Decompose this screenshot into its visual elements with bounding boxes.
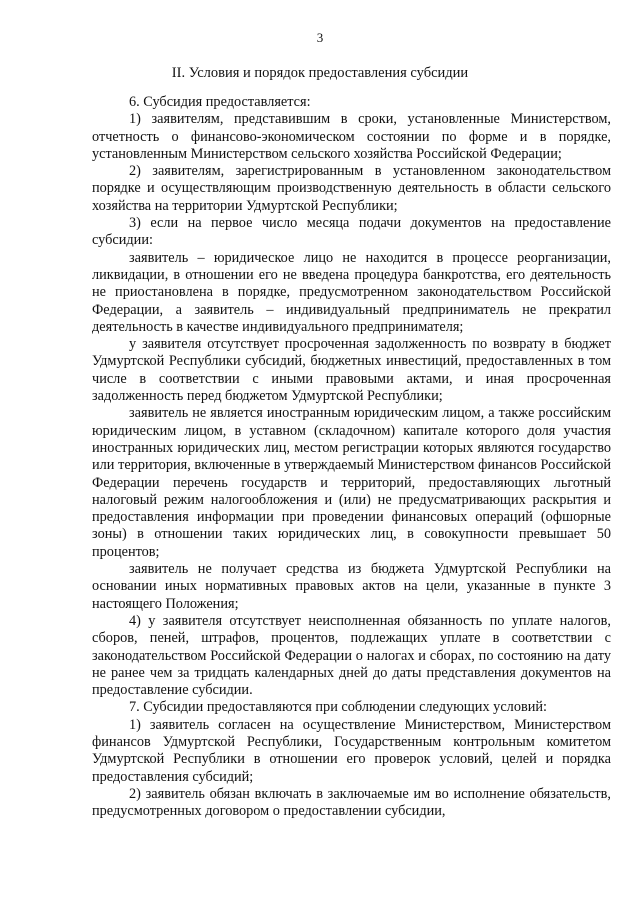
paragraph: заявитель не является иностранным юридическим лицом, а также российским юридическим лицом, в уставном (складочном) капитале которого доля участия иностранных юридических лиц, местом регистрации которых являются государство или территория, включенные в утверждаемый Министерством финансов Российской Федерации перечень государств и территорий, предоставляющих льготный налоговый режим налогообложения и (или) не предусматривающих раскрытия и предоставления информации при проведении финансовых операций (офшорные зоны) в отношении таких юридических лиц, в совокупности превышает 50 процентов;	[92, 405, 611, 560]
paragraph: 1) заявитель согласен на осуществление Министерством, Министерством финансов Удмуртской Республики, Государственным контрольным комитетом Удмуртской Республики в отношении его проверок условий, целей и порядка предоставления субсидий;	[92, 716, 611, 785]
paragraph: 2) заявителям, зарегистрированным в установленном законодательством порядке и осуществляющим производственную деятельность в области сельского хозяйства на территории Удмуртской Республики;	[92, 163, 611, 214]
paragraph: 4) у заявителя отсутствует неисполненная обязанность по уплате налогов, сборов, пеней, штрафов, процентов, подлежащих уплате в соответствии с законодательством Российской Федерации о налогах и сборах, по состоянию на дату не ранее чем за тридцать календарных дней до даты представления документов на предоставление субсидии.	[92, 612, 611, 699]
paragraph: заявитель – юридическое лицо не находится в процессе реорганизации, ликвидации, в отношении его не введена процедура банкротства, его деятельность не приостановлена в порядке, предусмотренном законодательством Российской Федерации, а заявитель – индивидуальный предприниматель не прекратил деятельность в качестве индивидуального предпринимателя;	[92, 249, 611, 335]
section-heading: II. Условия и порядок предоставления субсидии	[171, 65, 469, 81]
paragraph: у заявителя отсутствует просроченная задолженность по возврату в бюджет Удмуртской Республики субсидий, бюджетных инвестиций, предоставленных в том числе в соответствии с иными правовыми актами, и иная просроченная задолженность перед бюджетом Удмуртской Республики;	[92, 336, 611, 405]
paragraph: 2) заявитель обязан включать в заключаемые им во исполнение обязательств, предусмотренных договором о предоставлении субсидии,	[92, 785, 611, 820]
paragraph: 1) заявителям, представившим в сроки, установленные Министерством, отчетность о финансово-экономическом состоянии по форме и в порядке, установленным Министерством сельского хозяйства Российской Федерации;	[92, 111, 611, 162]
paragraph: 6. Субсидия предоставляется:	[129, 94, 311, 110]
paragraph: заявитель не получает средства из бюджета Удмуртской Республики на основании иных нормативных правовых актов на цели, указанные в пункте 3 настоящего Положения;	[92, 561, 611, 612]
paragraph: 3) если на первое число месяца подачи документов на предоставление субсидии:	[92, 215, 611, 249]
document-body	[92, 94, 611, 820]
paragraph: 7. Субсидии предоставляются при соблюдении следующих условий:	[129, 699, 547, 716]
page-number: 3	[316, 30, 324, 45]
